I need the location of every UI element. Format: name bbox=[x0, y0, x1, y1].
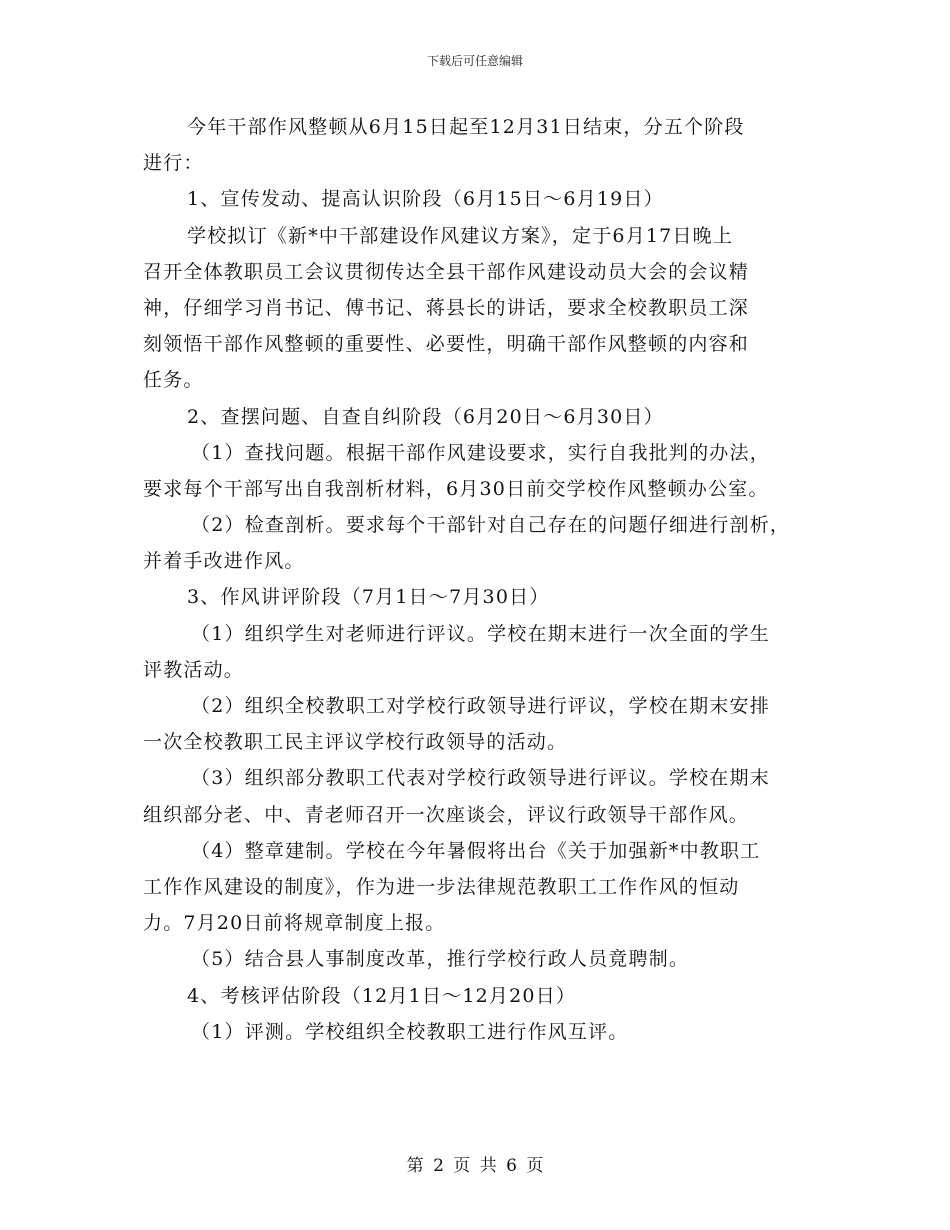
text-line: 任务。 bbox=[143, 369, 204, 392]
text-line: （1）评测。学校组织全校教职工进行作风互评。 bbox=[191, 1020, 629, 1043]
section-heading: 3、作风讲评阶段（7月1日～7月30日） bbox=[187, 586, 550, 609]
text-line: （1）查找问题。根据干部作风建设要求，实行自我批判的办法， bbox=[191, 441, 770, 464]
text-line: 进行： bbox=[143, 152, 204, 175]
text-line: （1）组织学生对老师进行评议。学校在期末进行一次全面的学生 bbox=[191, 622, 770, 645]
section-heading: 4、考核评估阶段（12月1日～12月20日） bbox=[187, 984, 577, 1007]
text-line: （2）组织全校教职工对学校行政领导进行评议，学校在期末安排 bbox=[191, 695, 770, 717]
page-header: 下载后可任意编辑 bbox=[426, 54, 523, 68]
document-body bbox=[143, 109, 815, 1050]
text-line: 刻领悟干部作风整顿的重要性、必要性，明确干部作风整顿的内容和 bbox=[143, 333, 750, 356]
section-heading: 2、查摆问题、自查自纠阶段（6月20日～6月30日） bbox=[187, 405, 664, 428]
text-line: （5）结合县人事制度改革，推行学校行政人员竟聘制。 bbox=[191, 948, 690, 971]
section-heading: 1、宣传发动、提高认识阶段（6月15日～6月19日） bbox=[187, 188, 664, 211]
text-line: 要求每个干部写出自我剖析材料，6月30日前交学校作风整顿办公室。 bbox=[143, 477, 769, 500]
text-line: 学校拟订《新*中干部建设作风建议方案》，定于6月17日晚上 bbox=[187, 224, 734, 247]
text-line: 评教活动。 bbox=[143, 658, 245, 681]
text-line: （3）组织部分教职工代表对学校行政领导进行评议。学校在期末 bbox=[191, 767, 770, 790]
text-line: （4）整章建制。学校在今年暑假将出台《关于加强新*中教职工 bbox=[191, 839, 761, 862]
text-line: 召开全体教职员工会议贯彻传达全县干部作风建设动员大会的会议精 bbox=[143, 260, 750, 283]
page-number: 第 2 页 共 6 页 bbox=[406, 1156, 544, 1176]
text-line: 组织部分老、中、青老师召开一次座谈会，评议行政领导干部作风。 bbox=[143, 803, 750, 826]
text-line: 工作作风建设的制度》，作为进一步法律规范教职工工作作风的恒动 bbox=[143, 875, 740, 898]
text-line: 神，仔细学习肖书记、傅书记、蒋县长的讲话，要求全校教职员工深 bbox=[143, 296, 750, 319]
text-line: 力。7月20日前将规章制度上报。 bbox=[143, 912, 446, 935]
text-line: 今年干部作风整顿从6月15日起至12月31日结束，分五个阶段 bbox=[187, 116, 745, 138]
text-line: （2）检查剖析。要求每个干部针对自己存在的问题仔细进行剖析， bbox=[191, 514, 791, 537]
text-line: 一次全校教职工民主评议学校行政领导的活动。 bbox=[143, 731, 568, 754]
text-line: 并着手改进作风。 bbox=[143, 550, 305, 573]
